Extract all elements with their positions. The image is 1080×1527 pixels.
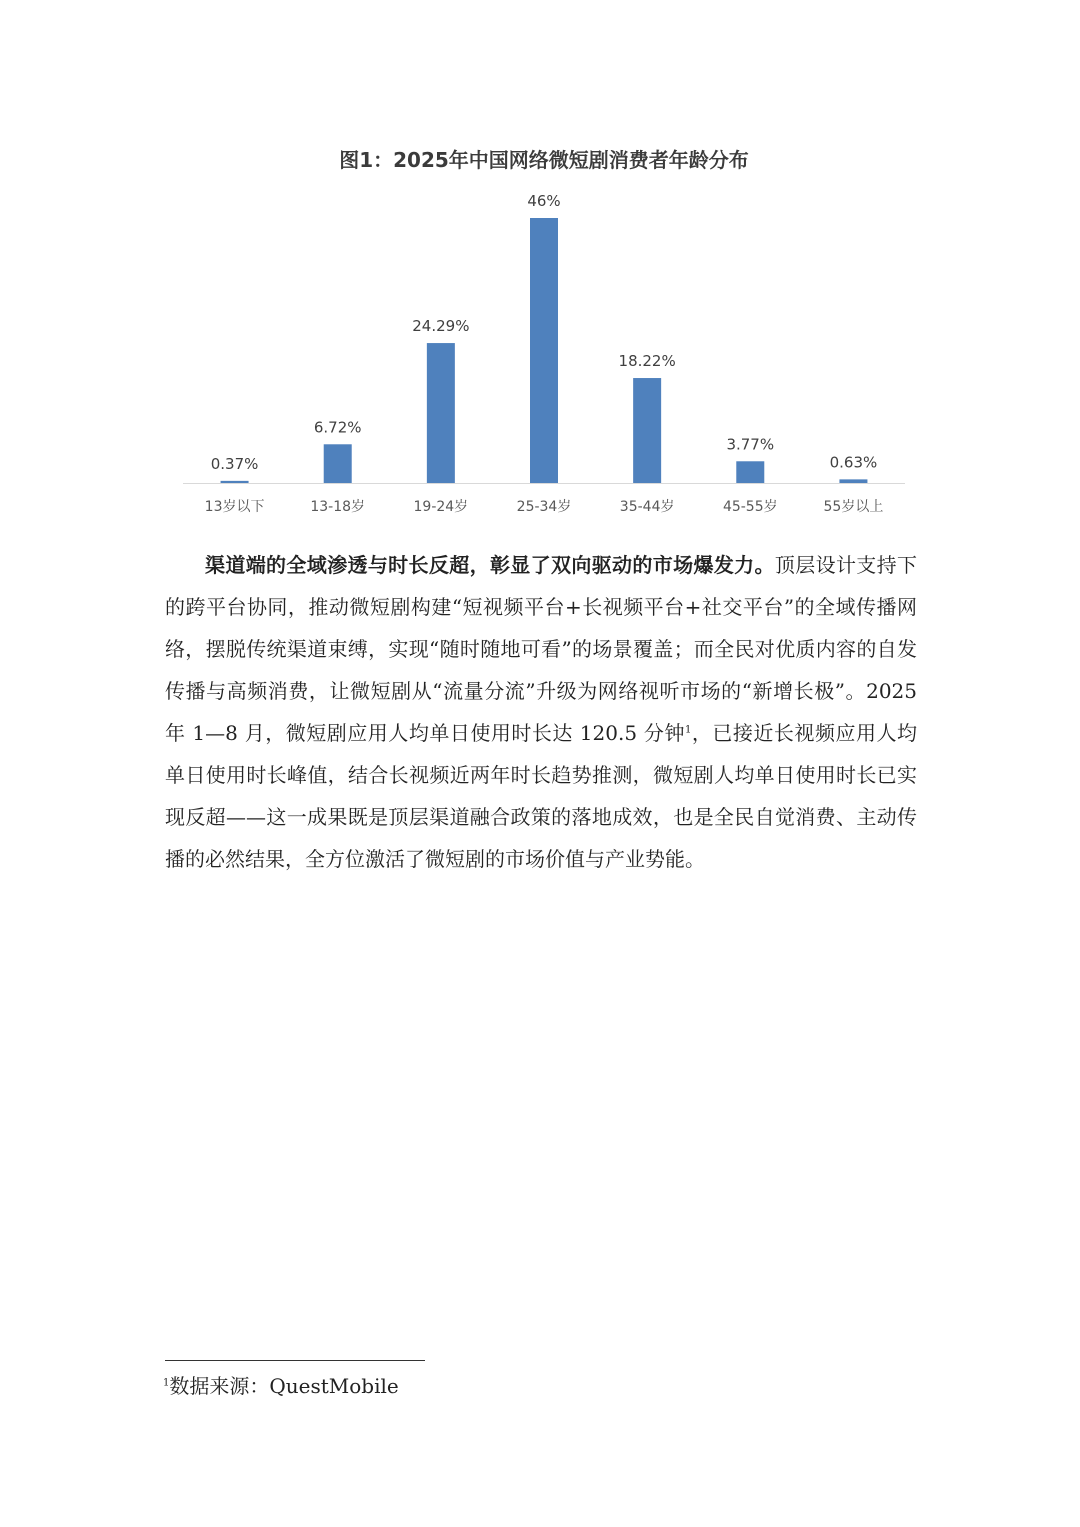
paragraph-body-part2: ，已接近长视频应用人均单日使用时长峰值，结合长视频近两年时长趋势推测，微短剧人均单日使用时长已实现反超——这一成果既是顶层渠道融合政策的落地成效，也是全民自觉消费、主动传播的必然结果，全方位激活了微短剧的市场价值与产业势能。	[165, 721, 918, 871]
paragraph-lead: 渠道端的全域渗透与时长反超，彰显了双向驱动的市场爆发力。	[205, 553, 775, 577]
footnote-text: 数据来源：QuestMobile	[169, 1374, 399, 1398]
data-label-6: 0.63%	[829, 453, 878, 472]
footnote-marker: 1	[163, 1377, 170, 1389]
data-label-1: 6.72%	[313, 418, 362, 437]
footnote-divider	[165, 1360, 425, 1361]
age-distribution-bar-chart	[0, 180, 1080, 525]
data-label-3: 46%	[527, 192, 561, 210]
paragraph-body-part1: 顶层设计支持下的跨平台协同，推动微短剧构建“短视频平台+长视频平台+社交平台”的全域传播网络，摆脱传统渠道束缚，实现“随时随地可看”的场景覆盖；而全民对优质内容的自发传播与高频消费，让微短剧从“流量分流”升级为网络视听市场的“新增长极”。2025 年 1—8 月，微短剧应用人均单日使用时长达 120.5 分钟	[165, 553, 918, 745]
x-tick-label-1: 13-18岁	[310, 499, 366, 515]
chart-title: 图1：2025年中国网络微短剧消费者年龄分布	[339, 148, 749, 172]
data-label-5: 3.77%	[726, 435, 775, 454]
bar-6	[839, 479, 867, 483]
bar-1	[324, 444, 352, 483]
bar-2	[427, 343, 455, 483]
x-tick-label-4: 35-44岁	[619, 499, 675, 515]
bar-0	[221, 481, 249, 483]
article-paragraph	[165, 544, 917, 880]
bar-5	[736, 461, 764, 483]
x-tick-label-3: 25-34岁	[516, 499, 572, 515]
bar-4	[633, 378, 661, 483]
x-tick-label-6: 55岁以上	[823, 499, 884, 515]
footnote-ref[interactable]: 1	[684, 724, 692, 736]
footnote	[163, 1370, 399, 1399]
x-tick-label-5: 45-55岁	[722, 499, 778, 515]
data-label-0: 0.37%	[210, 454, 259, 473]
x-tick-label-0: 13岁以下	[204, 499, 265, 515]
x-tick-label-2: 19-24岁	[413, 499, 469, 515]
data-label-4: 18.22%	[618, 352, 676, 371]
bar-3	[530, 218, 558, 483]
data-label-2: 24.29%	[412, 317, 470, 336]
